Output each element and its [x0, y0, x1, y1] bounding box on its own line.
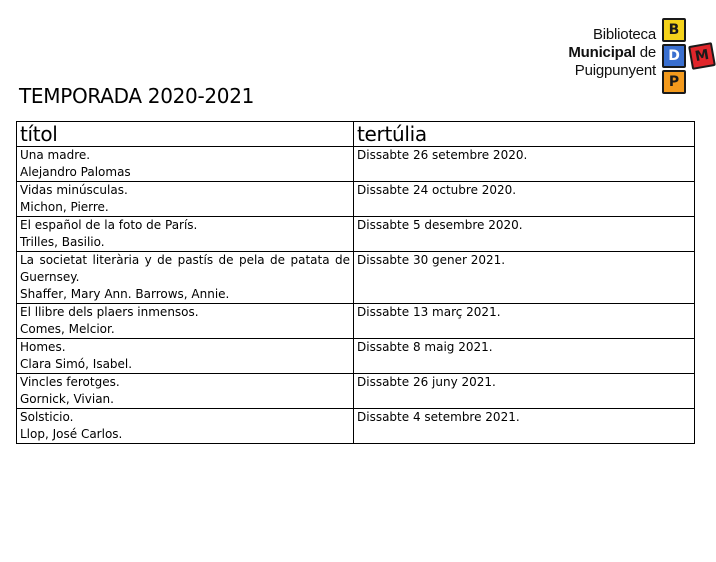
table-header-row — [17, 122, 695, 147]
book-author: Michon, Pierre. — [20, 200, 109, 214]
book-author: Shaffer, Mary Ann. Barrows, Annie. — [20, 287, 230, 301]
book-cell — [17, 182, 354, 217]
book-title: Vidas minúsculas. — [20, 183, 128, 197]
book-title: Vincles ferotges. — [20, 375, 120, 389]
table-row — [17, 409, 695, 444]
book-author: Llop, José Carlos. — [20, 427, 123, 441]
logo-line-2-rest: de — [635, 44, 656, 61]
book-title: Una madre. — [20, 148, 91, 162]
date-cell: Dissabte 4 setembre 2021. — [354, 409, 695, 444]
book-cell — [17, 147, 354, 182]
reading-schedule-table — [16, 121, 695, 444]
table-row — [17, 147, 695, 182]
header-book: títol — [17, 122, 354, 147]
logo-line-2 — [568, 44, 656, 62]
table-row — [17, 374, 695, 409]
date-cell: Dissabte 5 desembre 2020. — [354, 217, 695, 252]
book-title: Solsticio. — [20, 410, 74, 424]
book-author: Comes, Melcior. — [20, 322, 115, 336]
logo-line-1: Biblioteca — [592, 26, 656, 43]
date-cell: Dissabte 26 juny 2021. — [354, 374, 695, 409]
book-cell — [17, 374, 354, 409]
book-title: Homes. — [20, 340, 66, 354]
table-body — [17, 147, 695, 444]
book-author: Clara Simó, Isabel. — [20, 357, 133, 371]
library-logo — [550, 14, 716, 104]
date-cell: Dissabte 26 setembre 2020. — [354, 147, 695, 182]
book-author: Trilles, Basilio. — [20, 235, 105, 249]
logo-line-3: Puigpunyent — [574, 62, 656, 79]
book-title: El español de la foto de París. — [20, 218, 198, 232]
table-row — [17, 339, 695, 374]
book-author: Gornick, Vivian. — [20, 392, 114, 406]
book-cell — [17, 217, 354, 252]
table-row — [17, 182, 695, 217]
table-row — [17, 217, 695, 252]
table-row — [17, 252, 695, 304]
book-cell — [17, 252, 354, 304]
book-cell — [17, 304, 354, 339]
logo-block-b-icon: B — [662, 18, 686, 42]
date-cell: Dissabte 24 octubre 2020. — [354, 182, 695, 217]
header-date: tertúlia — [354, 122, 695, 147]
page-title: TEMPORADA 2020-2021 — [19, 84, 255, 108]
logo-letter-blocks — [662, 14, 716, 104]
logo-block-d-icon: D — [662, 44, 686, 68]
book-title: El llibre dels plaers inmensos. — [20, 305, 199, 319]
book-author: Alejandro Palomas — [20, 165, 131, 179]
logo-text — [568, 26, 656, 80]
book-cell — [17, 339, 354, 374]
date-cell: Dissabte 30 gener 2021. — [354, 252, 695, 304]
date-cell: Dissabte 13 març 2021. — [354, 304, 695, 339]
logo-line-2-bold: Municipal — [568, 44, 636, 61]
logo-block-m-icon: M — [688, 42, 716, 70]
book-cell — [17, 409, 354, 444]
date-cell: Dissabte 8 maig 2021. — [354, 339, 695, 374]
table-row — [17, 304, 695, 339]
book-title: La societat literària y de pastís de pela de patata de Guernsey. — [20, 253, 350, 284]
logo-block-p-icon: P — [662, 70, 686, 94]
